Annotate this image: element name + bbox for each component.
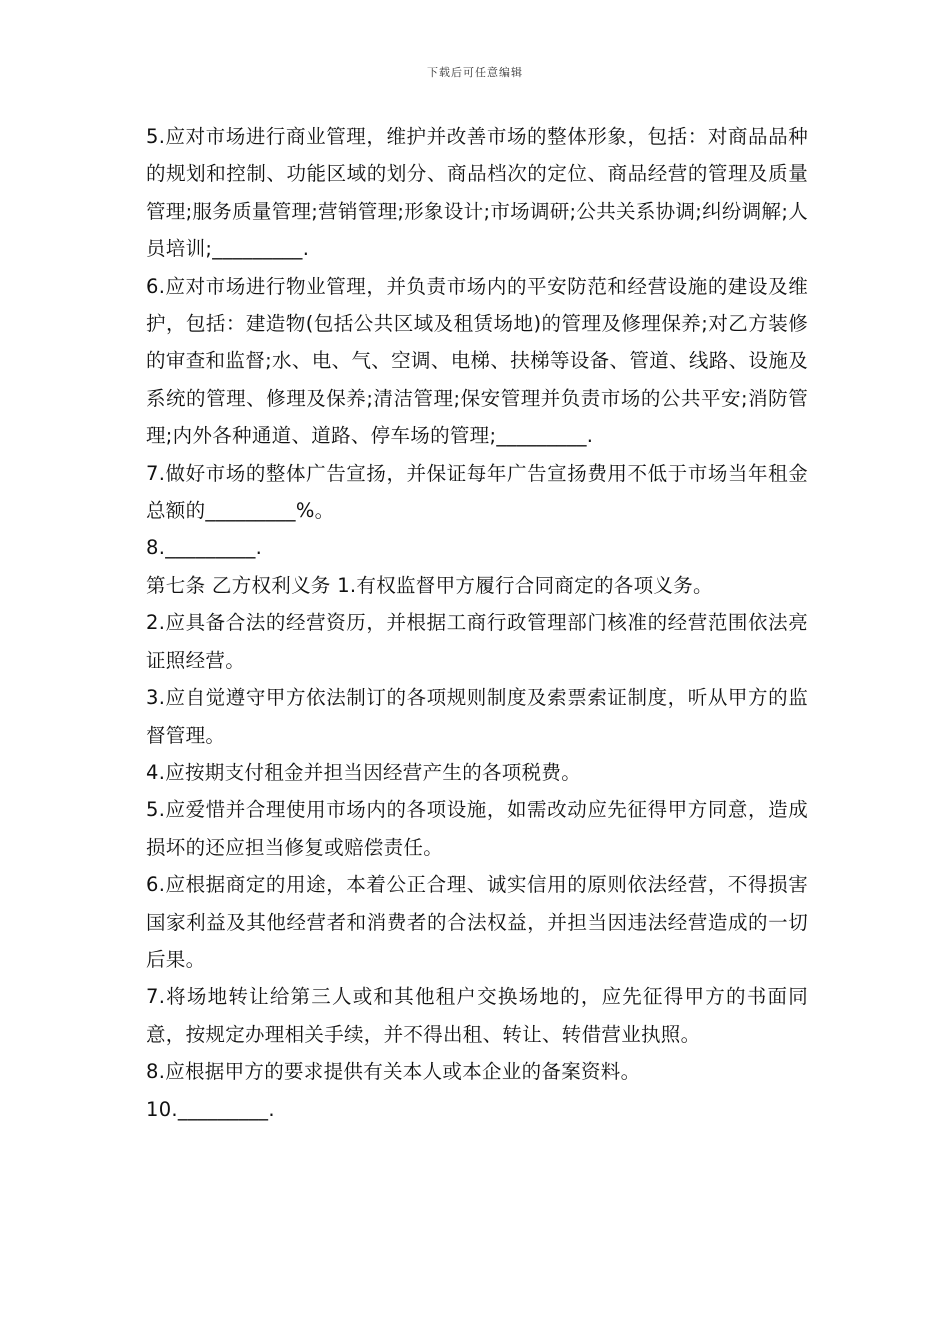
clause-paragraph: 8.应根据甲方的要求提供有关本人或本企业的备案资料。 (146, 1060, 641, 1084)
clause-paragraph: 5.应对市场进行商业管理，维护并改善市场的整体形象，包括：对商品品种的规划和控制、功能区域的划分、商品档次的定位、商品经营的管理及质量管理;服务质量管理;营销管理;形象设计;市场调研;公共关系协调;纠纷调解;人员培训;_________. (146, 125, 808, 261)
clause-heading-paragraph: 第七条 乙方权利义务 1.有权监督甲方履行合同商定的各项义务。 (146, 573, 713, 597)
clause-paragraph: 8._________. (146, 536, 263, 560)
clause-paragraph: 6.应根据商定的用途，本着公正合理、诚实信用的原则依法经营，不得损害国家利益及其他经营者和消费者的合法权益，并担当因违法经营造成的一切后果。 (146, 873, 808, 971)
clause-paragraph: 6.应对市场进行物业管理，并负责市场内的平安防范和经营设施的建设及维护，包括：建造物(包括公共区域及租赁场地)的管理及修理保养;对乙方装修的审查和监督;水、电、气、空调、电梯、扶梯等设备、管道、线路、设施及系统的管理、修理及保养;清洁管理;保安管理并负责市场的公共平安;消防管理;内外各种通道、道路、停车场的管理;_________. (146, 274, 808, 448)
document-body (146, 118, 808, 1128)
clause-paragraph: 7.做好市场的整体广告宣扬，并保证每年广告宣扬费用不低于市场当年租金总额的_________%。 (146, 461, 808, 523)
clause-paragraph: 7.将场地转让给第三人或和其他租户交换场地的，应先征得甲方的书面同意，按规定办理相关手续，并不得出租、转让、转借营业执照。 (146, 985, 808, 1046)
clause-paragraph: 5.应爱惜并合理使用市场内的各项设施，如需改动应先征得甲方同意，造成损坏的还应担当修复或赔偿责任。 (146, 798, 808, 859)
clause-paragraph: 2.应具备合法的经营资历，并根据工商行政管理部门核准的经营范围依法亮证照经营。 (146, 611, 808, 672)
clause-paragraph: 3.应自觉遵守甲方依法制订的各项规则制度及索票索证制度，听从甲方的监督管理。 (146, 686, 808, 747)
page-header: 下载后可任意编辑 (427, 66, 523, 79)
clause-paragraph: 10._________. (146, 1097, 275, 1121)
clause-paragraph: 4.应按期支付租金并担当因经营产生的各项税费。 (146, 760, 582, 784)
